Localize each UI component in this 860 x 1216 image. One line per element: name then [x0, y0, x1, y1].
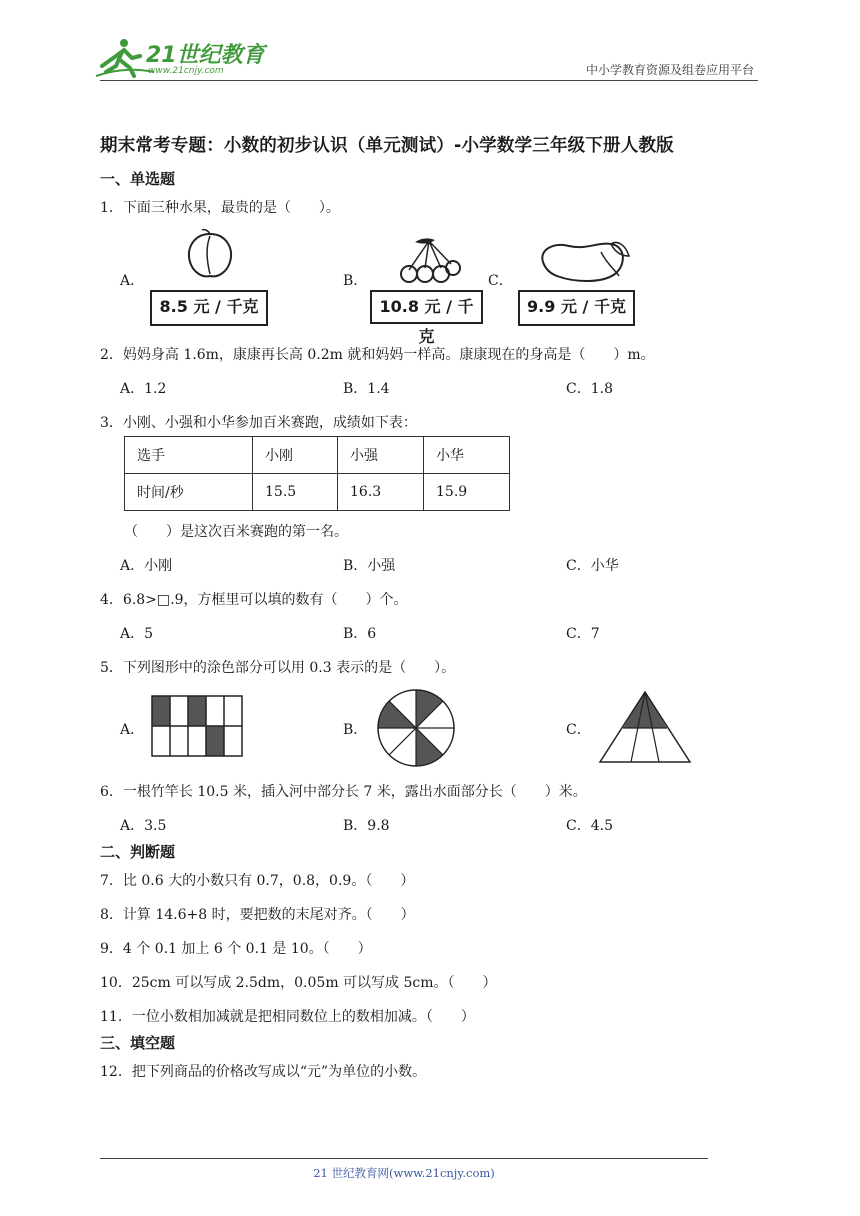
q1-option-a-label: A．	[120, 273, 145, 289]
q1-price-tag-a: 8.5 元 / 千克	[150, 290, 268, 326]
question-9: 9．4 个 0.1 加上 6 个 0.1 是 10。（ ）	[100, 941, 372, 957]
question-7: 7．比 0.6 大的小数只有 0.7，0.8，0.9。（ ）	[100, 873, 415, 889]
table-cell: 16.3	[338, 474, 424, 511]
q2-option-b: B．1.4	[343, 381, 390, 397]
header-divider	[100, 80, 758, 81]
q5-option-a-label: A．	[120, 722, 145, 738]
q2-option-a: A．1.2	[120, 381, 167, 397]
q4-option-c: C．7	[566, 626, 600, 642]
q3-option-b: B．小强	[343, 558, 396, 574]
logo-text: 21世纪教育	[146, 43, 265, 68]
section-heading-single-choice: 一、单选题	[100, 170, 176, 188]
header-platform-text: 中小学教育资源及组卷应用平台	[585, 63, 754, 77]
table-cell: 小刚	[253, 437, 338, 474]
q5-option-c-label: C．	[566, 722, 591, 738]
q1-option-c-label: C．	[488, 273, 513, 289]
divided-circle-figure	[372, 688, 460, 768]
race-results-table	[124, 436, 510, 511]
question-8: 8．计算 14.6+8 时，要把数的末尾对齐。（ ）	[100, 907, 415, 923]
section-heading-true-false: 二、判断题	[100, 843, 176, 861]
question-11: 11．一位小数相加减就是把相同数位上的数相加减。（ ）	[100, 1009, 475, 1025]
table-cell: 选手	[125, 437, 253, 474]
cherries-icon	[395, 234, 465, 286]
grid-rectangle-figure	[150, 694, 244, 760]
question-4: 4．6.8>□.9，方框里可以填的数有（ ）个。	[100, 592, 408, 608]
question-3-follow: （ ）是这次百米赛跑的第一名。	[124, 524, 348, 540]
q5-option-b-label: B．	[343, 722, 368, 738]
question-5: 5．下列图形中的涂色部分可以用 0.3 表示的是（ ）。	[100, 660, 456, 676]
question-2: 2．妈妈身高 1.6m，康康再长高 0.2m 就和妈妈一样高。康康现在的身高是（ ）m。	[100, 347, 655, 363]
question-1: 1．下面三种水果，最贵的是（ ）。	[100, 200, 340, 216]
q6-option-a: A．3.5	[120, 818, 167, 834]
table-row	[125, 474, 510, 511]
question-10: 10．25cm 可以写成 2.5dm，0.05m 可以写成 5cm。（ ）	[100, 975, 497, 991]
q1-price-tag-b: 10.8 元 / 千克	[370, 290, 483, 324]
table-cell: 时间/秒	[125, 474, 253, 511]
logo-url: www.21cnjy.com	[148, 66, 224, 76]
site-logo	[94, 36, 264, 80]
table-cell: 小华	[424, 437, 510, 474]
q4-option-a: A．5	[120, 626, 154, 642]
table-cell: 15.9	[424, 474, 510, 511]
table-cell: 15.5	[253, 474, 338, 511]
question-6: 6．一根竹竿长 10.5 米，插入河中部分长 7 米，露出水面部分长（ ）米。	[100, 784, 587, 800]
q4-option-b: B．6	[343, 626, 377, 642]
q6-option-c: C．4.5	[566, 818, 613, 834]
section-heading-fill-blank: 三、填空题	[100, 1034, 176, 1052]
peach-icon	[180, 228, 240, 282]
footer-divider	[100, 1158, 708, 1159]
q3-option-a: A．小刚	[120, 558, 173, 574]
q1-option-b-label: B．	[343, 273, 368, 289]
q2-option-c: C．1.8	[566, 381, 613, 397]
q6-option-b: B．9.8	[343, 818, 390, 834]
question-12: 12．把下列商品的价格改写成以“元”为单位的小数。	[100, 1064, 427, 1080]
q3-option-c: C．小华	[566, 558, 619, 574]
footer-text: 21 世纪教育网(www.21cnjy.com)	[313, 1166, 495, 1180]
q1-price-tag-c: 9.9 元 / 千克	[518, 290, 635, 326]
table-row	[125, 437, 510, 474]
question-3: 3．小刚、小强和小华参加百米赛跑，成绩如下表：	[100, 415, 417, 431]
table-cell: 小强	[338, 437, 424, 474]
page-title: 期末常考专题：小数的初步认识（单元测试）-小学数学三年级下册人教版	[100, 136, 674, 156]
mango-icon	[535, 236, 635, 286]
divided-triangle-figure	[598, 690, 694, 764]
